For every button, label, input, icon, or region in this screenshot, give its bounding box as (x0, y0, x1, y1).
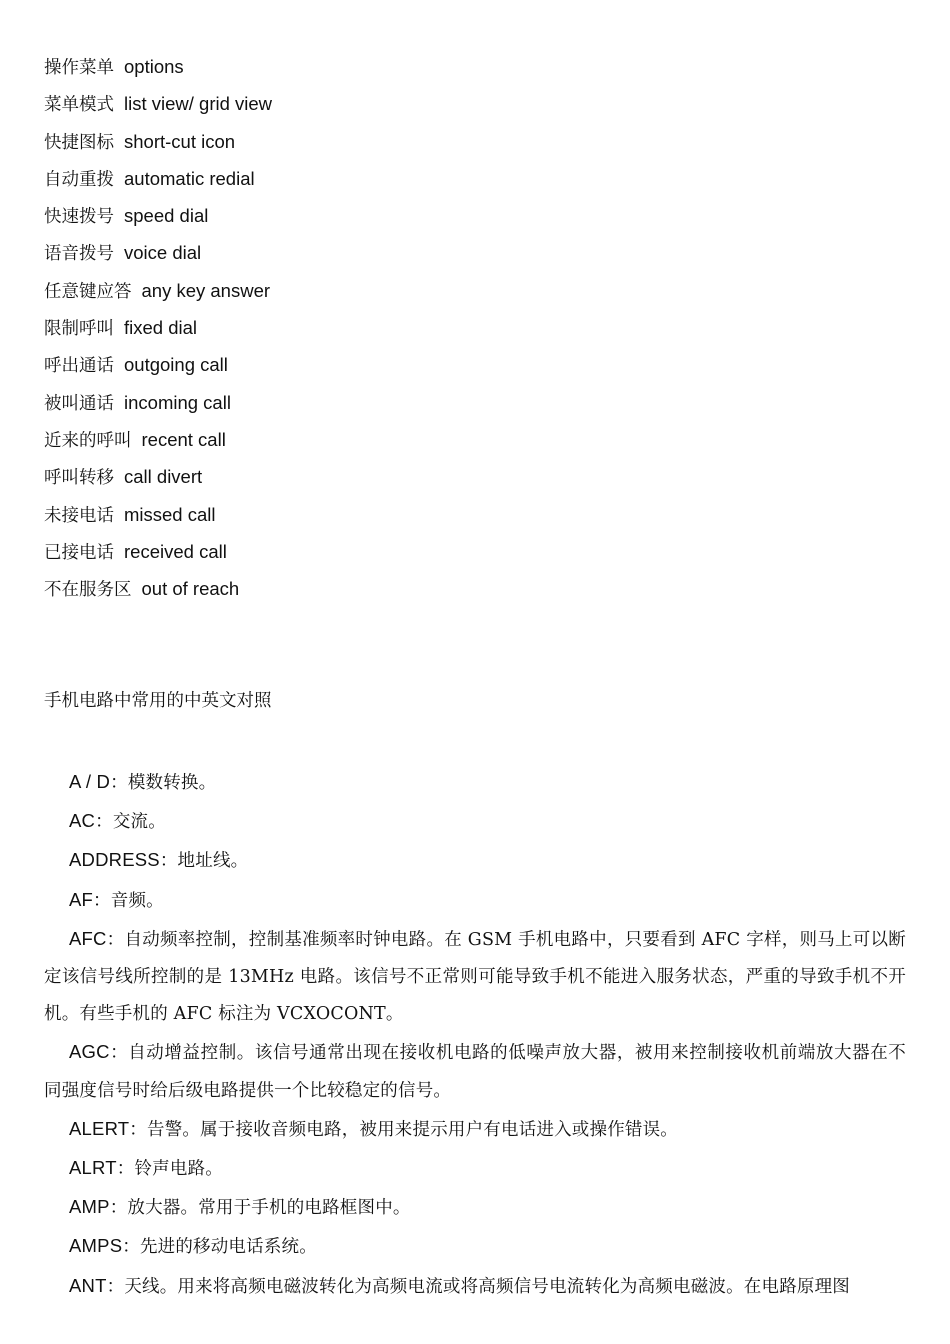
abbreviation-entry (44, 1188, 906, 1227)
term-separator: ： (122, 1237, 140, 1258)
abbreviation-term: ALERT (69, 1117, 130, 1139)
glossary-chinese-term: 自动重拨 (44, 169, 114, 190)
glossary-item (44, 390, 272, 427)
term-separator: ： (95, 812, 113, 833)
abbreviation-term: ALRT (69, 1157, 117, 1179)
glossary-chinese-term: 不在服务区 (44, 580, 132, 601)
abbreviation-entry (44, 920, 906, 1034)
abbreviation-definition: 放大器。常用于手机的电路框图中。 (127, 1198, 411, 1219)
abbreviation-entry (44, 1149, 906, 1188)
abbreviation-term: AGC (69, 1041, 110, 1063)
abbreviation-entry (44, 802, 906, 841)
glossary-item (44, 91, 272, 128)
glossary-item (44, 129, 272, 166)
glossary-chinese-term: 未接电话 (44, 505, 114, 526)
glossary-english-term: voice dial (124, 242, 202, 264)
section-title: 手机电路中常用的中英文对照 (44, 691, 272, 711)
term-separator: ： (106, 929, 125, 950)
glossary-item (44, 278, 272, 315)
term-separator: ： (106, 1276, 125, 1297)
glossary-chinese-term: 快速拨号 (44, 207, 114, 228)
glossary-english-term: incoming call (124, 391, 231, 413)
glossary-item (44, 502, 272, 539)
glossary-english-term: call divert (124, 466, 203, 488)
glossary-chinese-term: 操作菜单 (44, 58, 114, 78)
abbreviation-definition: 先进的移动电话系统。 (139, 1237, 317, 1258)
abbreviation-entry (44, 841, 906, 880)
glossary-chinese-term: 呼叫转移 (44, 468, 114, 489)
glossary-english-term: options (124, 56, 184, 77)
glossary-english-term: recent call (141, 428, 226, 450)
glossary-chinese-term: 任意键应答 (44, 281, 132, 302)
glossary-english-term: received call (124, 540, 227, 562)
glossary-chinese-term: 菜单模式 (44, 95, 114, 116)
abbreviation-entry (44, 1110, 906, 1149)
glossary-english-term: outgoing call (124, 354, 228, 376)
glossary-english-term: automatic redial (124, 167, 255, 189)
term-separator: ： (129, 1119, 147, 1140)
term-separator: ： (159, 851, 178, 872)
glossary-chinese-term: 呼出通话 (44, 356, 114, 377)
term-glossary-list (44, 54, 272, 613)
glossary-item (44, 539, 272, 576)
glossary-item (44, 427, 272, 464)
glossary-english-term: list view/ grid view (124, 93, 273, 115)
abbreviation-term: ADDRESS (69, 849, 160, 871)
abbreviation-term: AF (69, 888, 94, 910)
glossary-item (44, 54, 272, 91)
term-separator: ： (109, 1198, 128, 1219)
glossary-english-term: speed dial (124, 205, 209, 227)
term-separator: ： (116, 1159, 135, 1180)
abbreviation-definition: 音频。 (110, 890, 164, 911)
abbreviation-term: AC (69, 810, 96, 832)
abbreviation-term: AMPS (69, 1235, 123, 1257)
abbreviation-definition: 天线。用来将高频电磁波转化为高频电流或将高频信号电流转化为高频电磁波。在电路原理图 (124, 1276, 851, 1297)
glossary-item (44, 315, 272, 352)
glossary-english-term: missed call (124, 503, 216, 525)
abbreviation-definition: 地址线。 (177, 851, 249, 872)
glossary-item (44, 464, 272, 501)
glossary-english-term: any key answer (141, 279, 271, 301)
abbreviation-definition: 告警。属于接收音频电路，被用来提示用户有电话进入或操作错误。 (147, 1119, 678, 1140)
abbreviation-entry (44, 881, 906, 920)
abbreviation-term: A / D (69, 771, 111, 792)
abbreviation-entry (44, 1033, 906, 1109)
glossary-english-term: out of reach (141, 578, 240, 600)
glossary-item (44, 352, 272, 389)
term-separator: ： (109, 1043, 129, 1064)
abbreviation-definition: 交流。 (112, 812, 166, 833)
glossary-chinese-term: 近来的呼叫 (44, 430, 132, 451)
abbreviation-entry (44, 1267, 906, 1306)
term-separator: ： (93, 890, 111, 911)
glossary-english-term: fixed dial (124, 317, 198, 339)
abbreviation-term: ANT (69, 1274, 107, 1296)
glossary-item (44, 240, 272, 277)
abbreviation-term: AMP (69, 1196, 110, 1218)
abbreviation-term: AFC (69, 927, 107, 949)
glossary-chinese-term: 语音拨号 (44, 244, 114, 265)
glossary-item (44, 166, 272, 203)
abbreviation-entry (44, 763, 906, 802)
glossary-chinese-term: 快捷图标 (44, 132, 114, 153)
abbreviation-definition: 自动频率控制，控制基准频率时钟电路。在 GSM 手机电路中，只要看到 AFC 字样，则马上可以断定该信号线所控制的是 13MHz 电路。该信号不正常则可能导致手机不能进入服务状态，严重的导致手机不开机。有些手机的 AFC 标注为 VCXOCONT。 (44, 929, 907, 1025)
abbreviation-definition: 铃声电路。 (134, 1159, 223, 1180)
abbreviation-list (44, 763, 906, 1306)
glossary-item (44, 203, 272, 240)
glossary-english-term: short-cut icon (124, 130, 236, 152)
glossary-chinese-term: 被叫通话 (44, 393, 114, 414)
abbreviation-definition: 自动增益控制。该信号通常出现在接收机电路的低噪声放大器，被用来控制接收机前端放大器在不同强度信号时给后级电路提供一个比较稳定的信号。 (44, 1043, 906, 1101)
abbreviation-entry (44, 1227, 906, 1266)
glossary-chinese-term: 已接电话 (44, 542, 114, 563)
term-separator: ： (110, 773, 128, 793)
abbreviation-definition: 模数转换。 (127, 773, 217, 793)
glossary-chinese-term: 限制呼叫 (44, 319, 114, 340)
glossary-item (44, 576, 272, 613)
